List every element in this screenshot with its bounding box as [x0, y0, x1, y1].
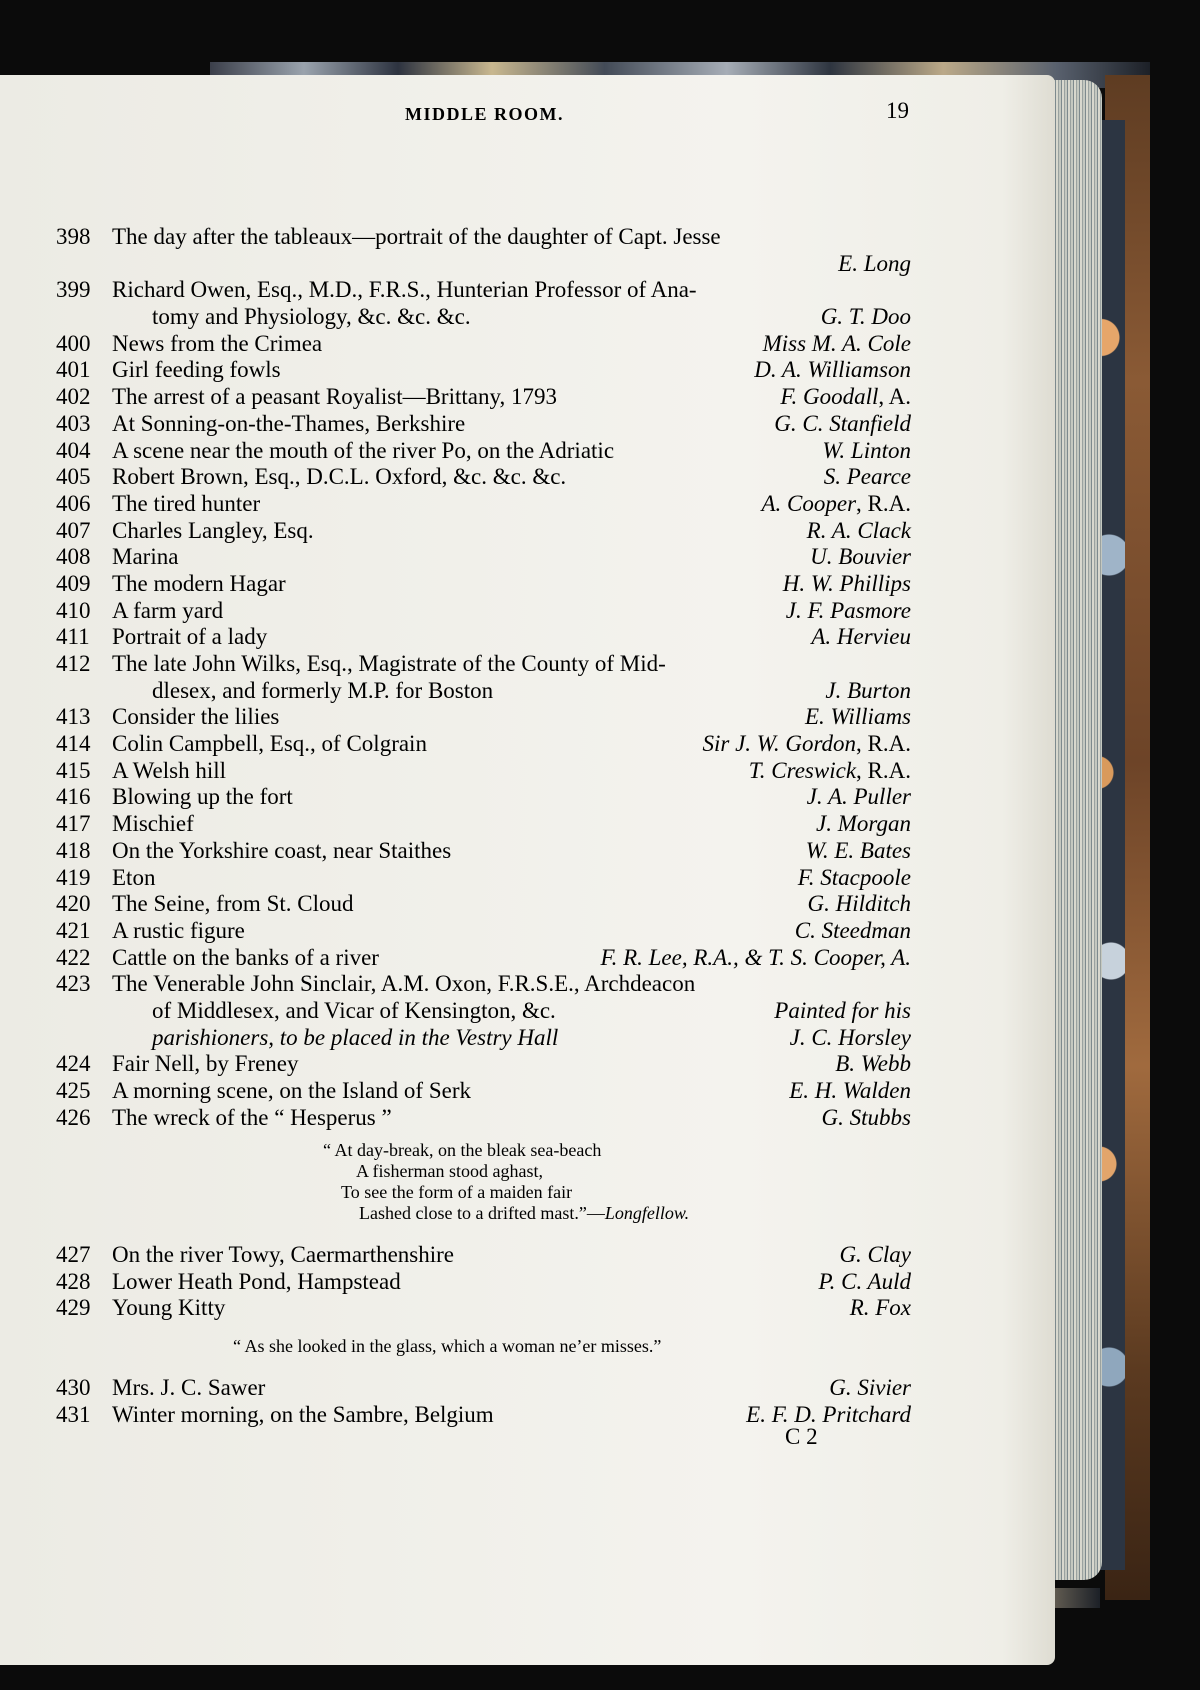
entry-number: 418	[56, 837, 91, 863]
entry-artist: G. Stubbs	[821, 1104, 911, 1130]
entry-title: Marina	[112, 544, 179, 570]
entry-row	[56, 784, 911, 811]
entry-row	[56, 704, 911, 731]
entry-row	[56, 731, 911, 758]
entry-row	[56, 464, 911, 491]
entry-artist: Sir J. W. Gordon, R.A.	[702, 731, 911, 757]
entry-title: The tired hunter	[112, 490, 261, 516]
entry-row	[56, 624, 911, 651]
entry-artist: E. F. D. Pritchard	[746, 1401, 911, 1427]
entry-title: Lower Heath Pond, Hampstead	[112, 1268, 401, 1294]
entry-artist: Miss M. A. Cole	[762, 330, 911, 356]
entry-artist: G. Clay	[839, 1242, 911, 1267]
entry-row	[56, 1051, 911, 1078]
quotation: “ As she looked in the glass, which a woman ne’er misses.”	[233, 1336, 662, 1356]
entry-number: 413	[56, 704, 91, 730]
entry-title: Girl feeding fowls	[112, 357, 281, 383]
entry-number: 406	[56, 490, 91, 516]
entry-row	[56, 357, 911, 384]
entry-title: Young Kitty	[112, 1295, 226, 1321]
entry-row	[56, 438, 911, 465]
entry-artist: R. Fox	[849, 1295, 911, 1321]
entry-artist: H. W. Phillips	[782, 570, 911, 596]
entry-artist: J. F. Pasmore	[785, 597, 911, 623]
entry-row	[56, 945, 911, 972]
verse-line: To see the form of a maiden fair	[341, 1182, 573, 1202]
entry-title: tomy and Physiology, &c. &c. &c.	[152, 304, 471, 330]
entry-number: 419	[56, 864, 91, 890]
verse-line: A fisherman stood aghast,	[356, 1161, 543, 1181]
catalogue-entries-3	[56, 1375, 911, 1428]
entry-title: A farm yard	[112, 597, 224, 623]
verse-line: Lashed close to a drifted mast.”—	[359, 1203, 605, 1223]
entry-number: 429	[56, 1295, 91, 1321]
entry-title: The Seine, from St. Cloud	[112, 891, 354, 917]
verse-line-last	[323, 1203, 689, 1224]
entry-row	[56, 571, 911, 598]
entry-artist: G. Hilditch	[807, 891, 911, 917]
entry-artist: J. Morgan	[816, 811, 911, 837]
entry-title: News from the Crimea	[112, 330, 323, 356]
entry-row	[56, 811, 911, 838]
entry-number: 417	[56, 811, 91, 837]
entry-row	[56, 918, 911, 945]
entry-number: 407	[56, 517, 91, 543]
page-number: 19	[886, 98, 909, 123]
entry-row	[56, 891, 911, 918]
entry-title: Robert Brown, Esq., D.C.L. Oxford, &c. &c. &c.	[112, 464, 567, 490]
entry-artist: E. Williams	[804, 704, 911, 730]
entry-artist: F. Stacpoole	[797, 864, 911, 890]
entry-row	[56, 384, 911, 411]
entry-title: dlesex, and formerly M.P. for Boston	[152, 677, 494, 703]
entry-number: 431	[56, 1401, 91, 1427]
entry-artist: W. E. Bates	[805, 837, 911, 863]
entry-artist: J. Burton	[825, 677, 911, 703]
entry-row	[56, 251, 911, 278]
signature-mark: C 2	[785, 1424, 818, 1449]
entry-artist: R. A. Clack	[806, 517, 911, 543]
entry-number: 405	[56, 464, 91, 490]
entry-artist: F. Goodall, A.	[780, 384, 911, 410]
entry-row	[56, 544, 911, 571]
entry-row	[56, 1078, 911, 1105]
entry-title: Fair Nell, by Freney	[112, 1051, 299, 1077]
verse-attribution: Longfellow.	[604, 1203, 690, 1223]
entry-title: A scene near the mouth of the river Po, on the Adriatic	[112, 437, 615, 463]
entry-title: Eton	[112, 864, 156, 890]
entry-artist: G. T. Doo	[820, 304, 911, 330]
entry-title: On the Yorkshire coast, near Staithes	[112, 837, 452, 863]
entry-title: Colin Campbell, Esq., of Colgrain	[112, 731, 427, 757]
entry-number: 400	[56, 330, 91, 356]
entry-number: 404	[56, 437, 91, 463]
entry-title: Richard Owen, Esq., M.D., F.R.S., Hunterian Professor of Ana-	[112, 277, 697, 303]
entry-title: Winter morning, on the Sambre, Belgium	[112, 1401, 494, 1427]
entry-artist: B. Webb	[835, 1051, 911, 1077]
entry-row	[56, 1105, 911, 1132]
entry-title: parishioners, to be placed in the Vestry Hall	[152, 1024, 559, 1050]
entry-title: Mrs. J. C. Sawer	[112, 1375, 266, 1400]
entry-title: Portrait of a lady	[112, 624, 268, 650]
entry-artist: T. Creswick, R.A.	[748, 757, 911, 783]
entry-title: Blowing up the fort	[112, 784, 293, 810]
catalogue-entries-2	[56, 1242, 911, 1322]
entry-number: 416	[56, 784, 91, 810]
entry-row	[56, 277, 911, 304]
entry-title: The Venerable John Sinclair, A.M. Oxon, F.R.S.E., Archdeacon	[112, 971, 696, 997]
entry-title: of Middlesex, and Vicar of Kensington, &c.	[152, 997, 556, 1023]
entry-row	[56, 971, 911, 998]
entry-title: The arrest of a peasant Royalist—Brittany, 1793	[112, 384, 557, 410]
entry-row	[56, 598, 911, 625]
entry-number: 428	[56, 1268, 91, 1294]
entry-row	[56, 1402, 911, 1429]
page-fore-edge	[1050, 80, 1102, 1580]
entry-row	[56, 1295, 911, 1322]
entry-title: The modern Hagar	[112, 570, 286, 596]
entry-row	[56, 865, 911, 892]
entry-number: 426	[56, 1104, 91, 1130]
entry-row	[56, 678, 911, 705]
entry-row	[56, 304, 911, 331]
entry-artist: J. C. Horsley	[789, 1024, 911, 1050]
entry-row	[56, 331, 911, 358]
entry-row	[56, 651, 911, 678]
entry-artist: D. A. Williamson	[754, 357, 911, 383]
entry-title: The late John Wilks, Esq., Magistrate of the County of Mid-	[112, 651, 666, 676]
entry-number: 414	[56, 731, 91, 757]
verse-line: “ At day-break, on the bleak sea-beach	[323, 1140, 602, 1160]
entry-number: 425	[56, 1078, 91, 1103]
entry-title: Consider the lilies	[112, 704, 280, 730]
entry-number: 422	[56, 944, 91, 970]
entry-number: 430	[56, 1375, 91, 1400]
entry-number: 410	[56, 597, 91, 623]
entry-number: 424	[56, 1051, 91, 1077]
entry-row	[56, 1242, 911, 1269]
entry-title: A rustic figure	[112, 917, 245, 943]
verse-quotation	[323, 1140, 689, 1224]
entry-number: 403	[56, 410, 91, 436]
entry-number: 408	[56, 544, 91, 570]
entry-number: 420	[56, 891, 91, 917]
entry-artist: E. Long	[838, 250, 911, 276]
entry-artist: G. C. Stanfield	[774, 410, 911, 436]
entry-title: At Sonning-on-the-Thames, Berkshire	[112, 410, 466, 436]
entry-number: 427	[56, 1242, 91, 1267]
entry-title: The day after the tableaux—portrait of the daughter of Capt. Jesse	[112, 224, 721, 249]
entry-title: On the river Towy, Caermarthenshire	[112, 1242, 455, 1267]
entry-row	[56, 491, 911, 518]
entry-number: 409	[56, 570, 91, 596]
entry-row	[56, 1025, 911, 1052]
entry-title: A morning scene, on the Island of Serk	[112, 1078, 471, 1103]
entry-number: 412	[56, 651, 91, 676]
entry-artist: C. Steedman	[794, 917, 911, 943]
entry-row	[56, 998, 911, 1025]
entry-artist: W. Linton	[822, 437, 911, 463]
entry-artist: U. Bouvier	[810, 544, 911, 570]
entry-artist: S. Pearce	[823, 464, 911, 490]
entry-artist: Painted for his	[774, 997, 911, 1023]
entry-number: 401	[56, 357, 91, 383]
entry-artist: A. Cooper, R.A.	[761, 490, 911, 516]
entry-row	[56, 224, 911, 251]
entry-title: Mischief	[112, 811, 194, 837]
entry-number: 423	[56, 971, 91, 997]
entry-number: 399	[56, 277, 91, 303]
entry-title: A Welsh hill	[112, 757, 227, 783]
entry-row	[56, 518, 911, 545]
entry-row	[56, 411, 911, 438]
running-head: MIDDLE ROOM.	[405, 104, 564, 124]
entry-title: Cattle on the banks of a river	[112, 944, 379, 970]
entry-row	[56, 1375, 911, 1402]
entry-number: 415	[56, 757, 91, 783]
entry-artist: P. C. Auld	[818, 1268, 911, 1294]
entry-artist: G. Sivier	[829, 1375, 911, 1400]
entry-number: 402	[56, 384, 91, 410]
entry-row	[56, 1269, 911, 1296]
entry-artist: J. A. Puller	[806, 784, 911, 810]
entry-number: 398	[56, 224, 91, 249]
catalogue-entries	[56, 224, 911, 1131]
entry-title: The wreck of the “ Hesperus ”	[112, 1104, 392, 1130]
entry-title: Charles Langley, Esq.	[112, 517, 314, 543]
entry-artist: F. R. Lee, R.A., & T. S. Cooper, A.	[600, 944, 911, 970]
entry-number: 421	[56, 917, 91, 943]
entry-artist: E. H. Walden	[789, 1078, 911, 1103]
entry-row	[56, 758, 911, 785]
entry-artist: A. Hervieu	[811, 624, 911, 650]
entry-number: 411	[56, 624, 90, 650]
entry-row	[56, 838, 911, 865]
